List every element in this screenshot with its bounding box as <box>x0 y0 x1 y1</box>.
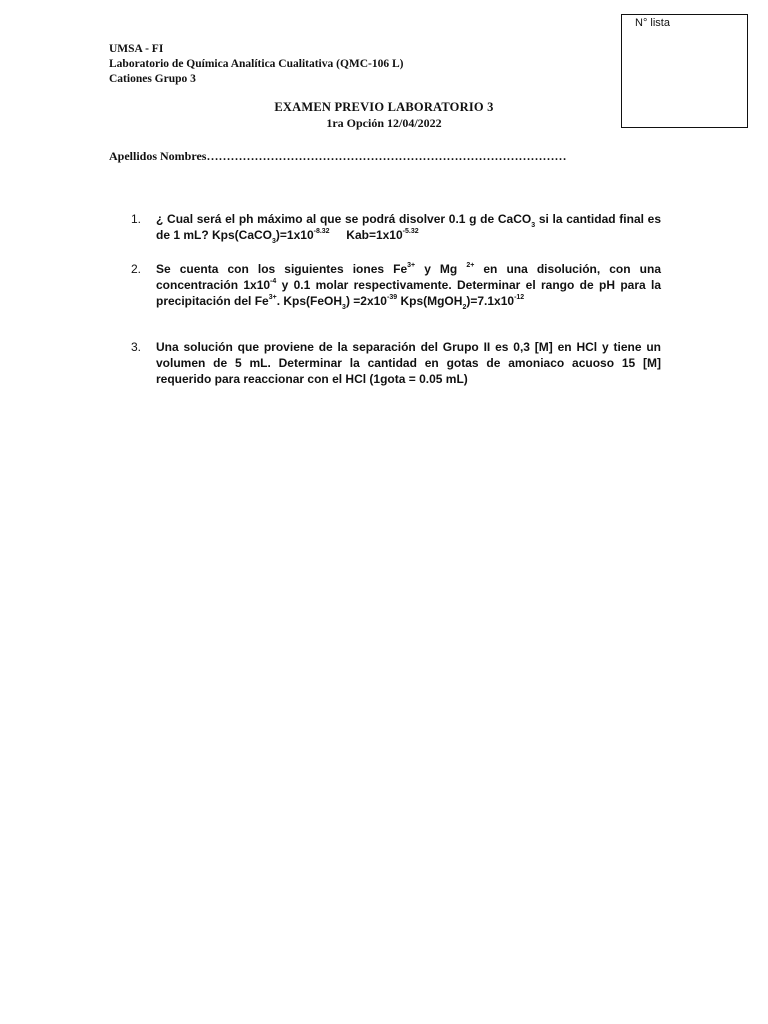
questions-list <box>131 211 661 387</box>
exam-subtitle: 1ra Opción 12/04/2022 <box>326 116 442 130</box>
question-number: 3. <box>131 340 142 354</box>
list-number-label: N° lista <box>635 17 670 29</box>
question-number: 2. <box>131 262 142 276</box>
question-1 <box>131 211 662 246</box>
exam-title: EXAMEN PREVIO LABORATORIO 3 <box>274 100 494 114</box>
question-3 <box>131 339 661 387</box>
topic-line: Cationes Grupo 3 <box>109 73 196 85</box>
question-number: 1. <box>131 212 142 226</box>
document-header <box>109 42 404 87</box>
question-2 <box>131 261 661 312</box>
exam-title-block <box>0 99 768 131</box>
question-text: Una solución que proviene de la separación del Grupo II es 0,3 [M] en HCl y tiene un volumen de 5 mL. Determinar la cantidad en gotas de amoniaco acuoso 15 [M] requerido para reaccionar con el HCl (1gota = 0.05 mL) <box>156 340 661 386</box>
question-text: ¿ Cual será el ph máximo al que se podrá disolver 0.1 g de CaCO$_3$ si la cantidad final es de 1 mL? $Kps(CaCO_3)=1x10^{-8.32}$ $Kab=1x10^{-5.32}$ <box>156 212 662 246</box>
question-text: Se cuenta con los siguientes iones $Fe^{3+}$ y Mg $^{2+}$ en una disolución, con una concentración $1x10^{-4}$ y 0.1 molar respectivamente. Determinar el rango de pH para la precipitación del $Fe^{3+}$. Kps(FeOH$_3$) $=2x10^{-39}$ $Kps(MgOH_2)=7.1x10^{-12}$ <box>156 262 661 312</box>
course-line: Laboratorio de Química Analítica Cualitativa (QMC-106 L) <box>109 58 404 70</box>
student-names-field: Apellidos Nombres……………………………………………………………………………… <box>109 149 567 163</box>
university-line: UMSA - FI <box>109 43 164 55</box>
